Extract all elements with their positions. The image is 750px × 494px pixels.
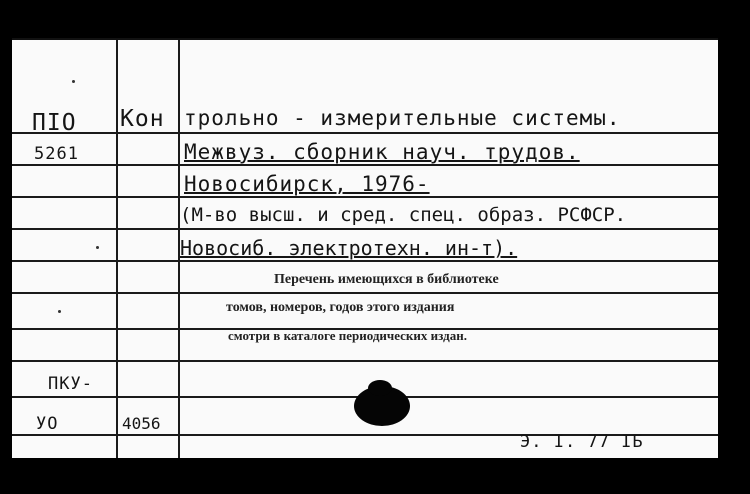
- stamp-line3: смотри в каталоге периодических издан.: [228, 328, 467, 343]
- title-line5: Новосиб. электротехн. ин-т).: [180, 236, 518, 260]
- paper-speck: [58, 310, 61, 313]
- title-line1: трольно - измерительные системы.: [184, 106, 621, 130]
- shelfmark-top: ПIO: [32, 110, 77, 136]
- margin-line-1: [116, 40, 118, 458]
- shelfmark-bottom: 5261: [34, 144, 79, 164]
- stamp-line1: Перечень имеющихся в библиотеке: [274, 272, 499, 287]
- title-prefix: Кон: [120, 106, 165, 132]
- ink-blot: [368, 380, 392, 396]
- paper-speck: [72, 80, 75, 83]
- paper-speck: [96, 246, 99, 249]
- count-number: 4056: [122, 414, 161, 433]
- title-line3: Новосибирск, 1976-: [184, 172, 430, 196]
- stamp-line2: томов, номеров, годов этого издания: [226, 300, 455, 315]
- left-code-1: ПКУ-: [48, 374, 93, 394]
- left-code-2: УО: [36, 414, 59, 434]
- inventory-number: Э. I. 77 IБ: [520, 432, 644, 452]
- title-line2: Межвуз. сборник науч. трудов.: [184, 140, 580, 164]
- title-line4: (М-во высш. и сред. спец. образ. РСФСР.: [180, 204, 627, 226]
